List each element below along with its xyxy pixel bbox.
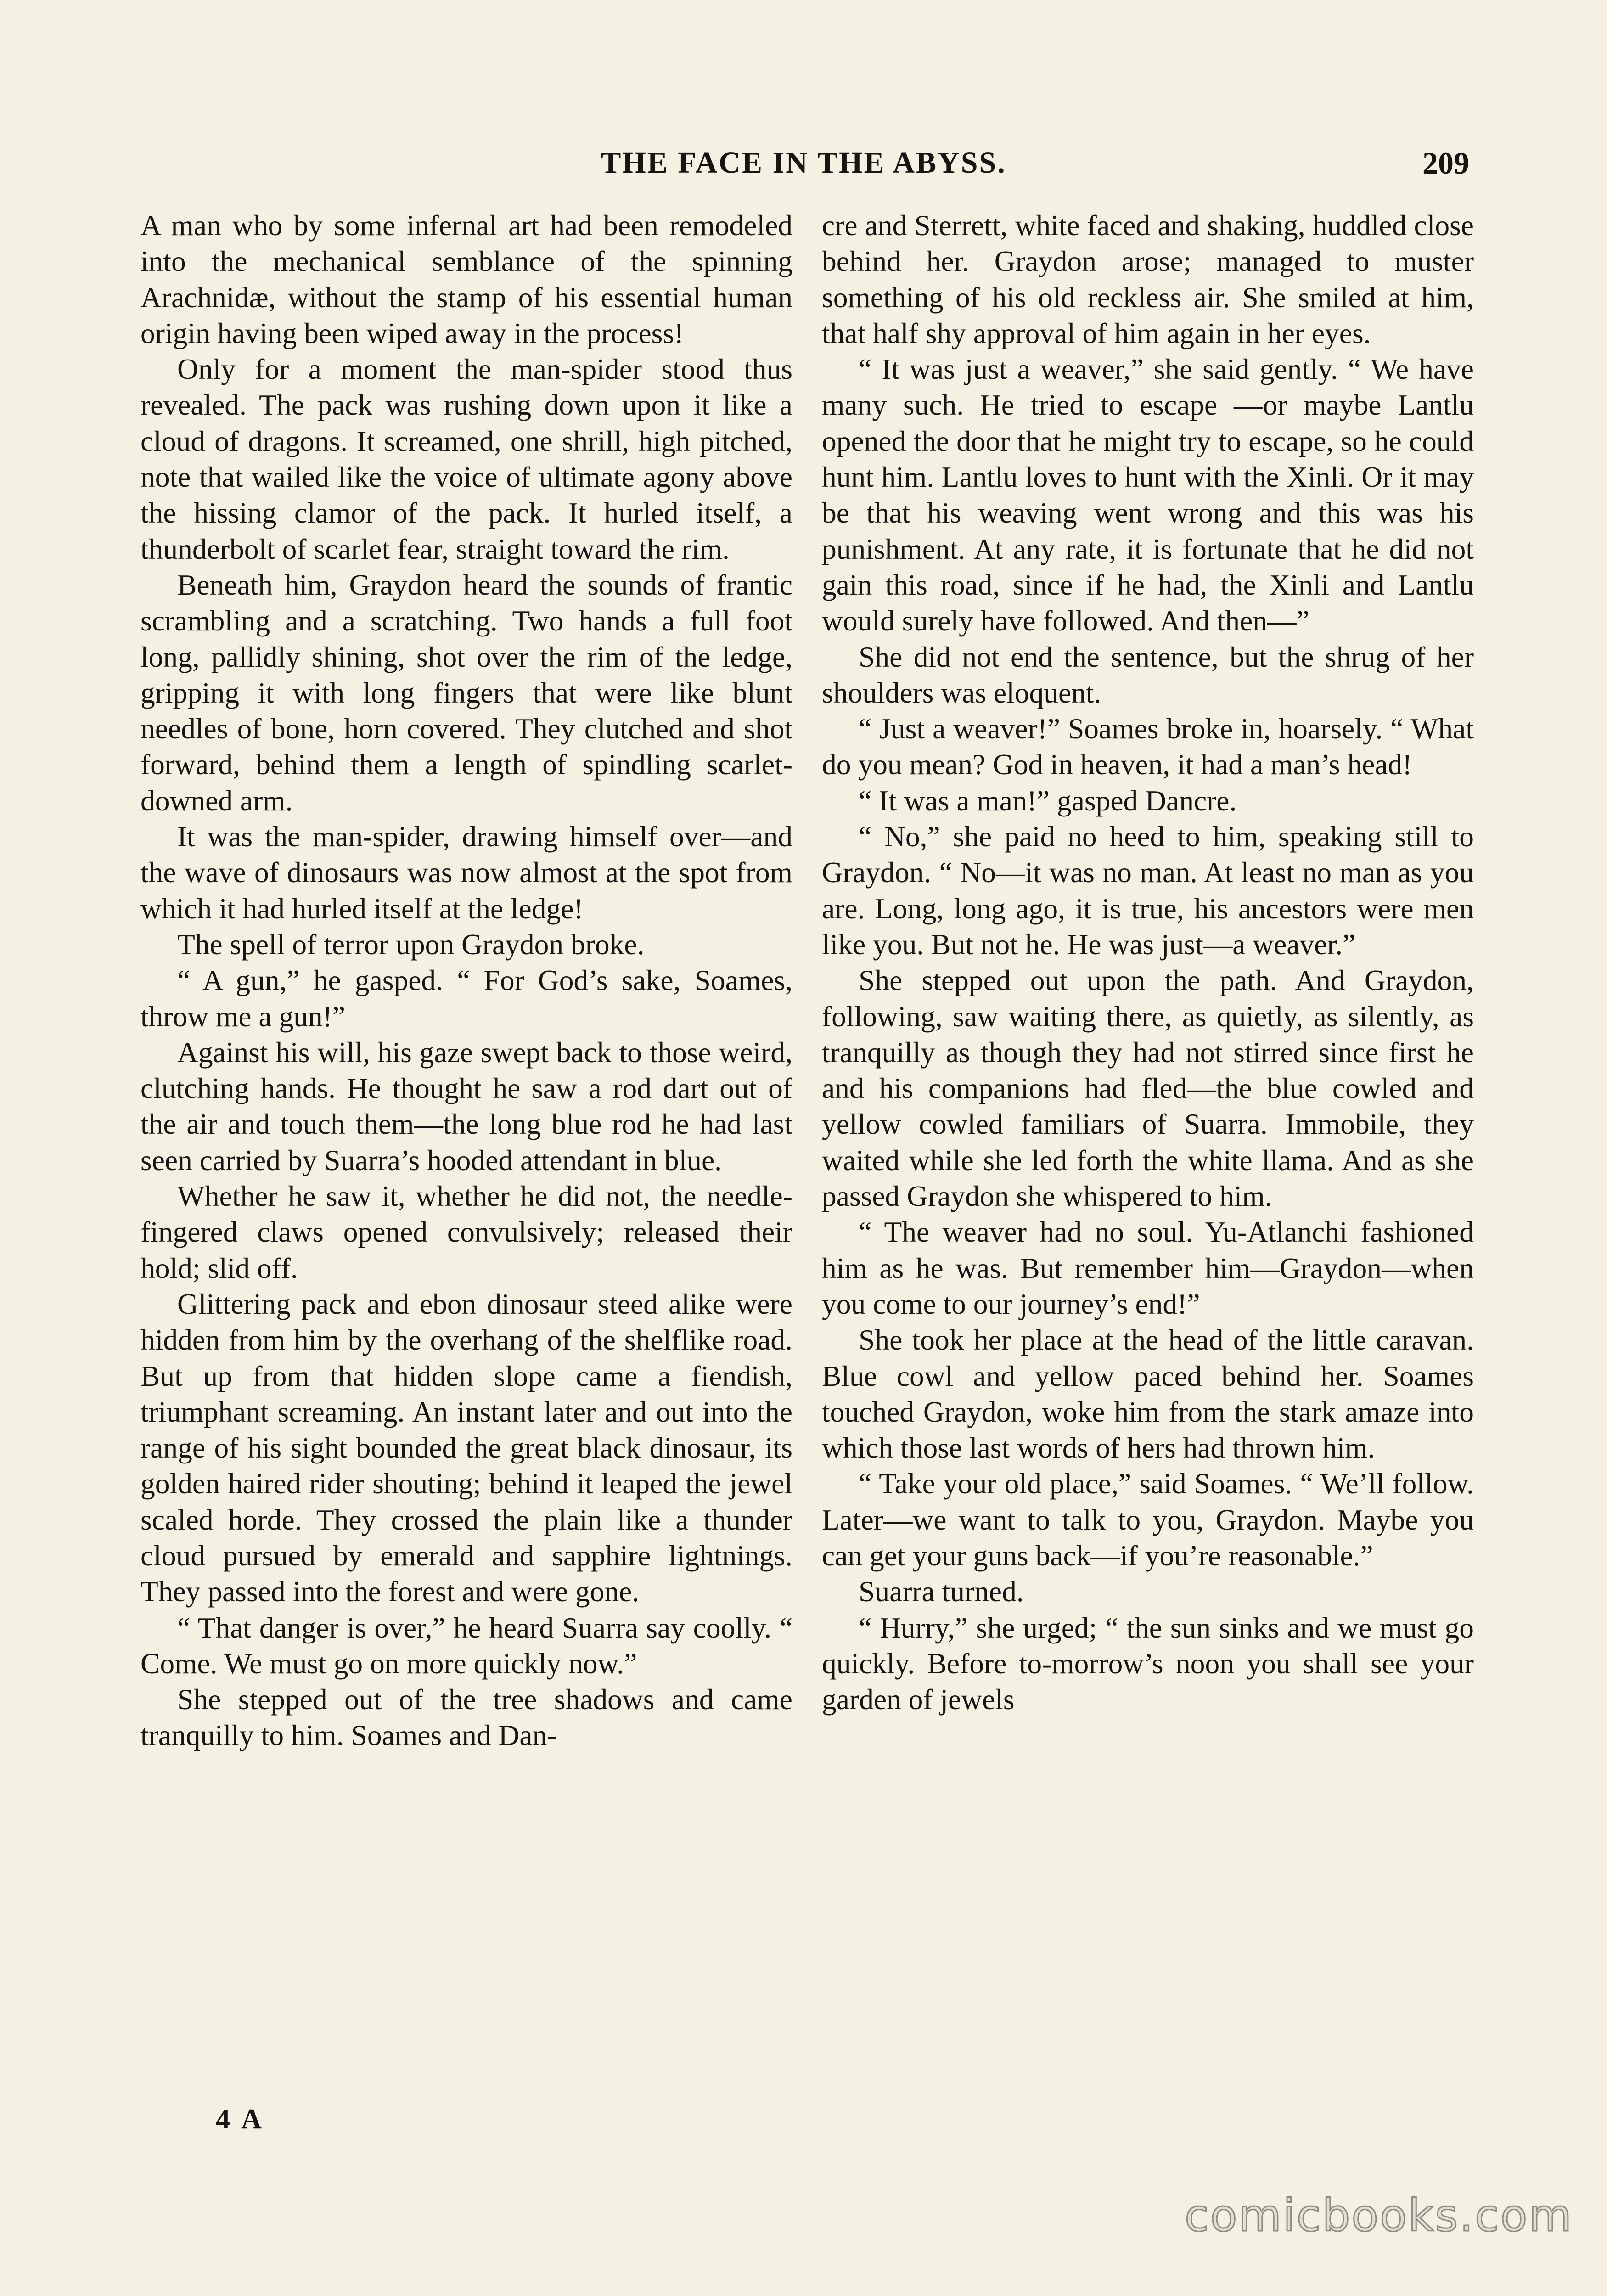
- paragraph: Beneath him, Graydon heard the sounds of frantic scrambling and a scratching. Two hands a full foot long, pallidly shining, shot over the rim of the ledge, gripping it with long fingers that were like blunt needles of bone, horn covered. They clutched and shot forward, behind them a length of spindling scarlet-downed arm.: [140, 568, 792, 817]
- left-column: [140, 208, 792, 1754]
- paragraph: Only for a moment the man-spider stood thus revealed. The pack was rushing down upon it like a cloud of dragons. It screamed, one shrill, high pitched, note that wailed like the voice of ultimate agony above the hissing clamor of the pack. It hurled itself, a thunderbolt of scarlet fear, straight toward the rim.: [140, 353, 792, 565]
- paragraph: She took her place at the head of the little caravan. Blue cowl and yellow paced behind her. Soames touched Graydon, woke him from the stark amaze into which those last words of hers had thrown him.: [822, 1323, 1474, 1464]
- paragraph: She stepped out upon the path. And Graydon, following, saw waiting there, as quietly, as silently, as tranquilly as though they had not stirred since first he and his companions had fled—the blue cowled and yellow cowled familiars of Suarra. Immobile, they waited while she led forth the white llama. And as she passed Graydon she whispered to him.: [822, 964, 1474, 1213]
- paragraph: “ It was just a weaver,” she said gently. “ We have many such. He tried to escape —or maybe Lantlu opened the door that he might try to escape, so he could hunt him. Lantlu loves to hunt with the Xinli. Or it may be that his weaving went wrong and this was his punishment. At any rate, it is fortunate that he did not gain this road, since if he had, the Xinli and Lantlu would surely have followed. And then—”: [822, 353, 1474, 637]
- running-title: THE FACE IN THE ABYSS.: [601, 146, 1006, 180]
- watermark: comicbooks.com: [1185, 2190, 1573, 2241]
- paragraph: “ It was a man!” gasped Dancre.: [859, 784, 1237, 817]
- paragraph: cre and Sterrett, white faced and shaking, huddled close behind her. Graydon arose; managed to muster something of his old reckless air. She smiled at him, that half shy approval of him again in her eyes.: [822, 209, 1474, 349]
- paragraph: “ The weaver had no soul. Yu-Atlanchi fashioned him as he was. But remember him—Graydon—when you come to our journey’s end!”: [822, 1216, 1474, 1320]
- paragraph: “ Hurry,” she urged; “ the sun sinks and we must go quickly. Before to-morrow’s noon you shall see your garden of jewels: [822, 1611, 1474, 1716]
- page-number: 209: [1422, 146, 1469, 180]
- paragraph: “ A gun,” he gasped. “ For God’s sake, Soames, throw me a gun!”: [140, 964, 792, 1033]
- right-column: [822, 208, 1474, 1717]
- paragraph: Suarra turned.: [859, 1575, 1024, 1608]
- paragraph: The spell of terror upon Graydon broke.: [177, 928, 645, 961]
- paragraph: “ That danger is over,” he heard Suarra say coolly. “ Come. We must go on more quickly now.”: [140, 1611, 792, 1680]
- paragraph: “ Just a weaver!” Soames broke in, hoarsely. “ What do you mean? God in heaven, it had a man’s head!: [822, 712, 1474, 781]
- paragraph: Glittering pack and ebon dinosaur steed alike were hidden from him by the overhang of the shelflike road. But up from that hidden slope came a fiendish, triumphant screaming. An instant later and out into the range of his sight bounded the great black dinosaur, its golden haired rider shouting; behind it leaped the jewel scaled horde. They crossed the plain like a thunder cloud pursued by emerald and sapphire lightnings. They passed into the forest and were gone.: [140, 1287, 792, 1608]
- paragraph: Against his will, his gaze swept back to those weird, clutching hands. He thought he saw a rod dart out of the air and touch them—the long blue rod he had last seen carried by Suarra’s hooded attendant in blue.: [140, 1035, 792, 1176]
- printer-signature-mark: 4 A: [216, 2104, 264, 2135]
- paragraph: A man who by some infernal art had been remodeled into the mechanical semblance of the spinning Arachnidæ, without the stamp of his essential human origin having been wiped away in the process!: [140, 209, 792, 349]
- paragraph: Whether he saw it, whether he did not, the needle-fingered claws opened convulsively; released their hold; slid off.: [140, 1180, 792, 1284]
- paragraph: “ No,” she paid no heed to him, speaking still to Graydon. “ No—it was no man. At least no man as you are. Long, long ago, it is true, his ancestors were men like you. But not he. He was just—a weaver.”: [822, 820, 1474, 961]
- paragraph: “ Take your old place,” said Soames. “ We’ll follow. Later—we want to talk to you, Graydon. Maybe you can get your guns back—if you’re reasonable.”: [822, 1467, 1474, 1572]
- running-header: [138, 138, 1469, 188]
- paragraph: She did not end the sentence, but the shrug of her shoulders was eloquent.: [822, 640, 1474, 709]
- paragraph: She stepped out of the tree shadows and came tranquilly to him. Soames and Dan-: [140, 1683, 792, 1752]
- paragraph: It was the man-spider, drawing himself over—and the wave of dinosaurs was now almost at the spot from which it had hurled itself at the ledge!: [140, 820, 792, 925]
